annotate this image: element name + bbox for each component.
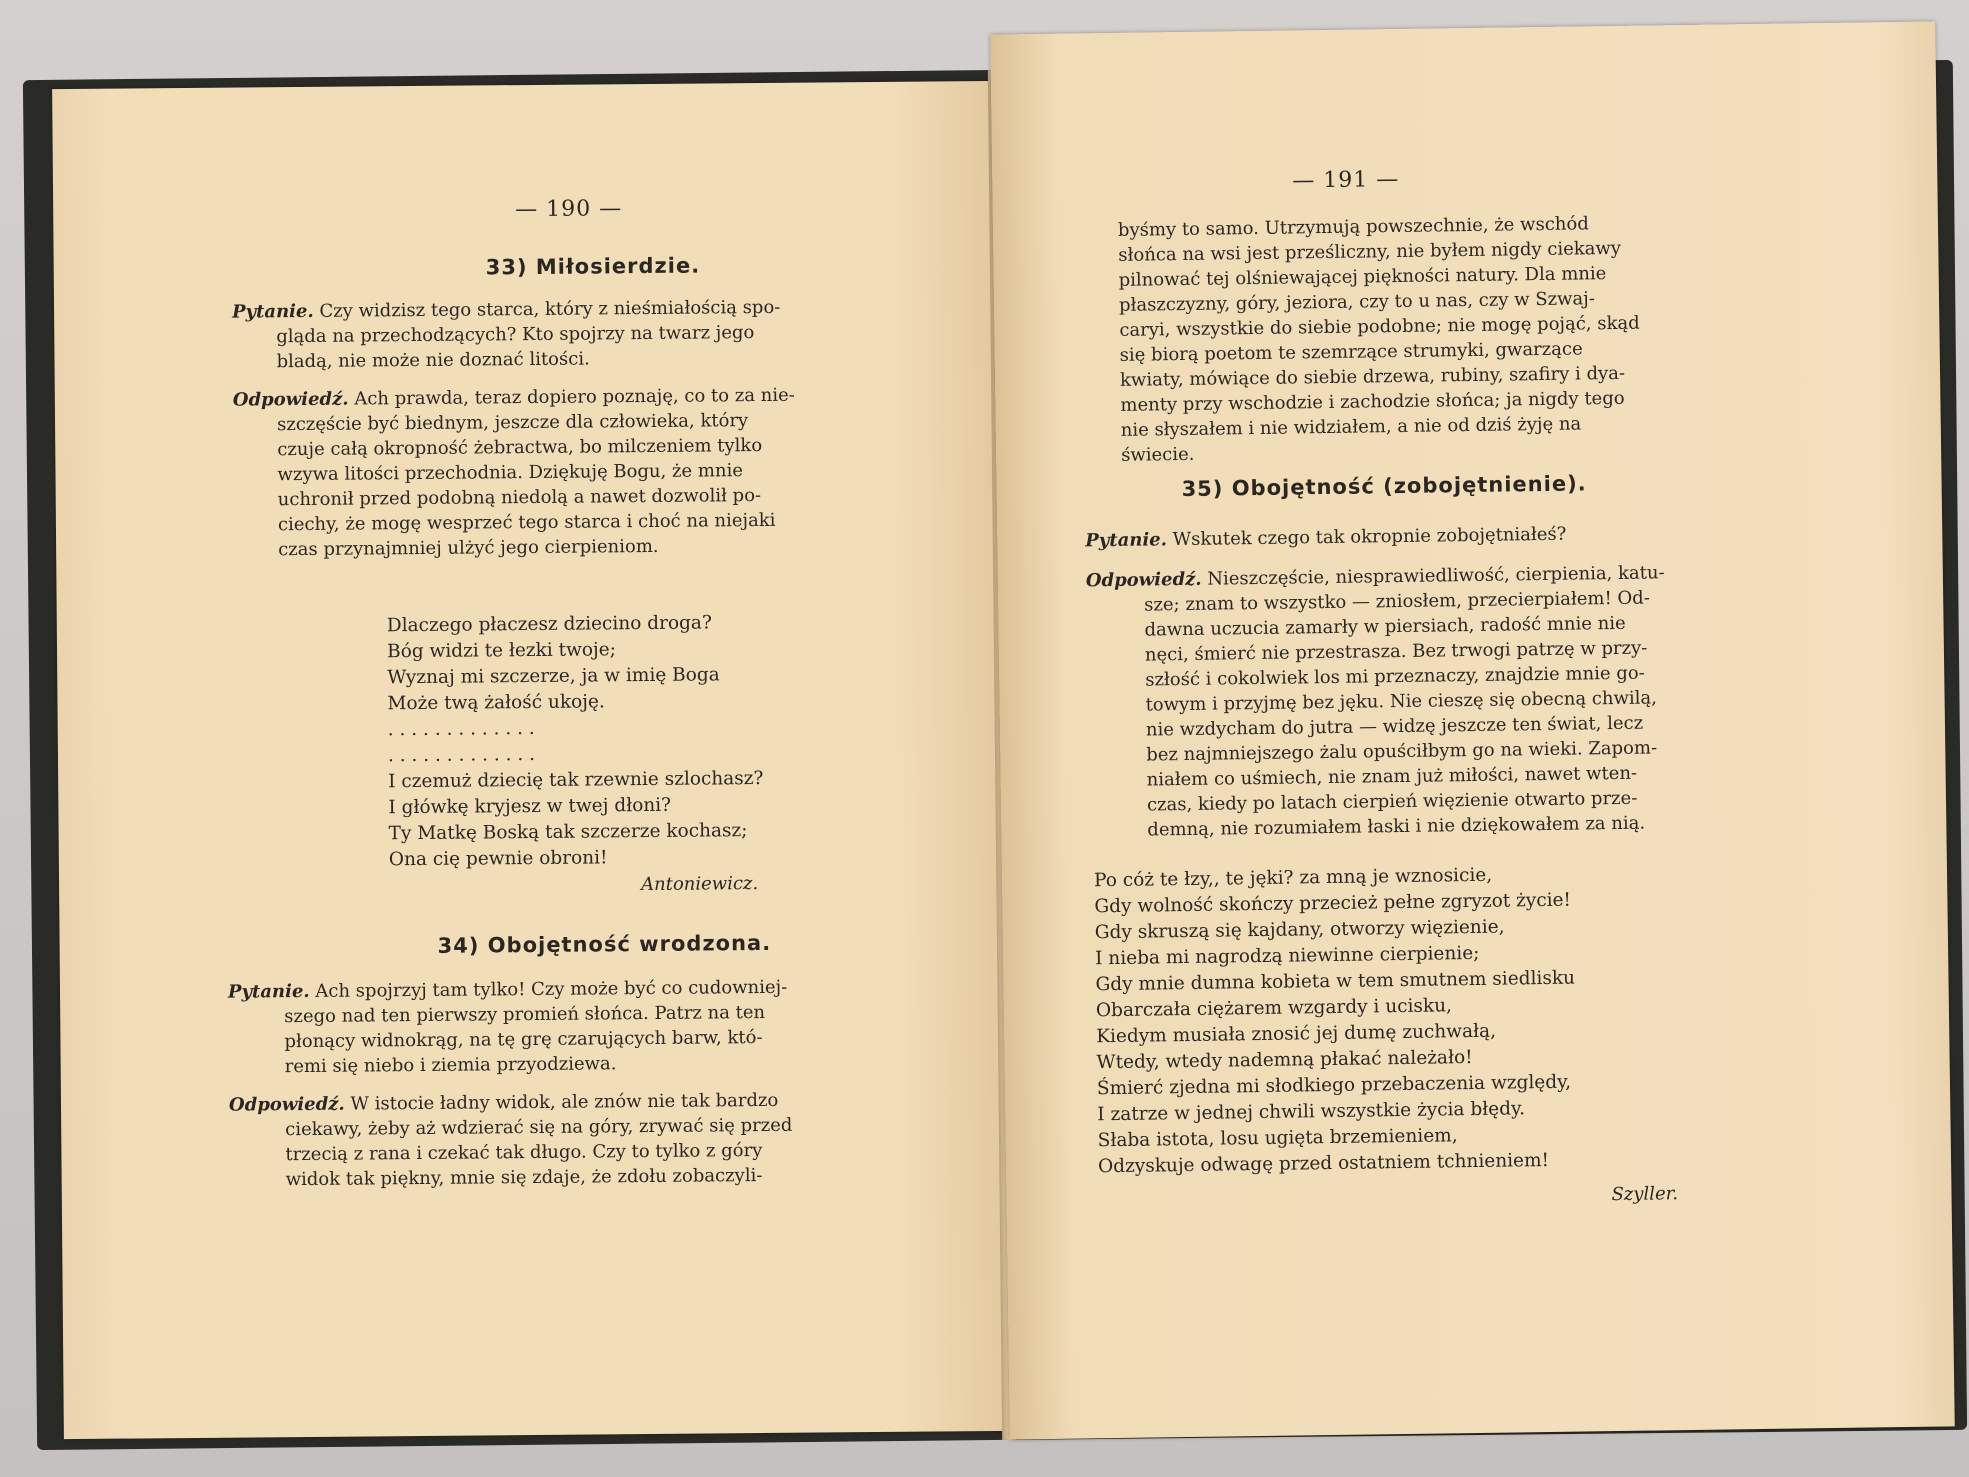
section-title: 35) Obojętność (zobojętnienie). — [1181, 471, 1587, 502]
right-page — [990, 21, 1955, 1439]
poem: Po cóż te łzy,, te jęki? za mną je wznosicie, Gdy wolność skończy przecież pełne zgryzot życie! Gdy skruszą się kajdany, otworzy więzienie, I nieba mi nagrodzą niewinne cierpienie; Gdy mnie dumna kobieta w tem smutnem siedlisku Obarczała ciężarem wzgardy i ucisku, Kiedym musiała znosić jej dumę zuchwałą, Wtedy, wtedy nademną płakać należało! Śmierć zjedna mi słodkiego przebaczenia względy, I zatrze w jednej chwili wszystkie życia błędy. Słaba istota, losu ugięta brzemieniem, Odzyskuje odwagę przed ostatniem tchnieniem! — [1093, 864, 1576, 1178]
section-title: 34) Obojętność wrodzona. — [437, 930, 772, 958]
answer-label: Odpowiedź. — [1085, 568, 1202, 592]
answer-paragraph: Odpowiedź. Nieszczęście, niesprawiedliwość, cierpienia, katu- sze; znam to wszystko — zniosłem, przecierpiałem! Od- dawna uczucia zamarły w piersiach, radość mnie nie nęci, śmierć nie przestrasza. Bez trwogi patrzę w przy- szłość i cokolwiek los mi przeznaczy, znajdzie mnie go- towym i przyjmę bez jęku. Nie cieszę się obecną chwilą, nie wzdycham do jutra — widzę jeszcze ten świat, lecz bez najmniejszego żalu opuściłbym go na wieki. Zapom- niałem co uśmiech, nie znam już miłości, nawet wten- czas, kiedy po latach cierpień więzienie otwarto prze- demną, nie rozumiałem łaski i nie dziękowałem za nią. — [1085, 562, 1665, 841]
continuation-paragraph: byśmy to samo. Utrzymują powszechnie, że wschód słońca na wsi jest prześliczny, nie byłem nigdy ciekawy pilnować tej olśniewającej piękności natury. Dla mnie płaszczyzny, góry, jeziora, czy to u nas, czy w Szwaj- caryi, wszystkie do siebie podobne; nie mogę pojąć, skąd się biorą poetom te szemrzące strumyki, gwarzące kwiaty, mówiące do siebie drzewa, rubiny, szafiry i dya- menty przy wschodzie i zachodzie słońca; ja nigdy tego nie słyszałem i nie widziałem, a nie od dziś żyję na świecie. — [1117, 213, 1640, 466]
section-title: 33) Miłosierdzie. — [485, 253, 701, 280]
question-label: Pytanie. — [1085, 529, 1168, 552]
left-page — [52, 81, 1014, 1439]
poem-author: Antoniewicz. — [640, 873, 759, 896]
answer-paragraph: Odpowiedź. W istocie ładny widok, ale znów nie tak bardzo ciekawy, żeby aż wdzierać się na góry, zrywać się przed trzecią z rana i czekać tak długo. Czy to tylko z góry widok tak piękny, mnie się zdaje, że zdołu zobaczyli- — [228, 1089, 793, 1191]
question-label: Pytanie. — [231, 300, 314, 323]
question-paragraph: Pytanie. Czy widzisz tego starca, który z nieśmiałością spo- gląda na przechodzących? Kto spojrzy na twarz jego bladą, nie może nie doznać litości. — [231, 296, 781, 373]
question-paragraph: Pytanie. Ach spojrzyj tam tylko! Czy może być co cudowniej- szego nad ten pierwszy promień słońca. Patrz na ten płonący widnokrąg, na tę grę czarujących barw, któ- remi się niebo i ziemia przyodziewa. — [227, 976, 788, 1078]
poem-author: Szyller. — [1611, 1183, 1679, 1206]
answer-paragraph: Odpowiedź. Ach prawda, teraz dopiero poznaję, co to za nie- szczęście być biednym, jeszcze dla człowieka, który czuje całą okropność żebractwa, bo milczeniem tylko wzywa litości przechodnia. Dziękuję Bogu, że mnie uchronił przed podobną niedolą a nawet dozwolił po- ciechy, że mogę wesprzeć tego starca i choć na niejaki czas przynajmniej ulżyć jego cierpieniom. — [232, 384, 795, 561]
answer-label: Odpowiedź. — [232, 388, 349, 411]
page-number: — 191 — — [1292, 166, 1400, 194]
page-number: — 190 — — [515, 196, 623, 223]
question-label: Pytanie. — [227, 980, 310, 1003]
question-paragraph: Pytanie. Wskutek czego tak okropnie zobojętniałeś? — [1085, 523, 1567, 552]
poem: Dlaczego płaczesz dziecino droga? Bóg widzi te łezki twoje; Wyznaj mi szczerze, ja w imię Boga Może twą żałość ukoję. . . . . . . . . . . . . . . . . . . . . . . . . . . I czemuż dziecię tak rzewnie szlochasz? I główkę kryjesz w twej dłoni? Ty Matkę Boską tak szczerze kochasz; Ona cię pewnie obroni! — [386, 612, 764, 871]
answer-label: Odpowiedź. — [228, 1093, 345, 1116]
